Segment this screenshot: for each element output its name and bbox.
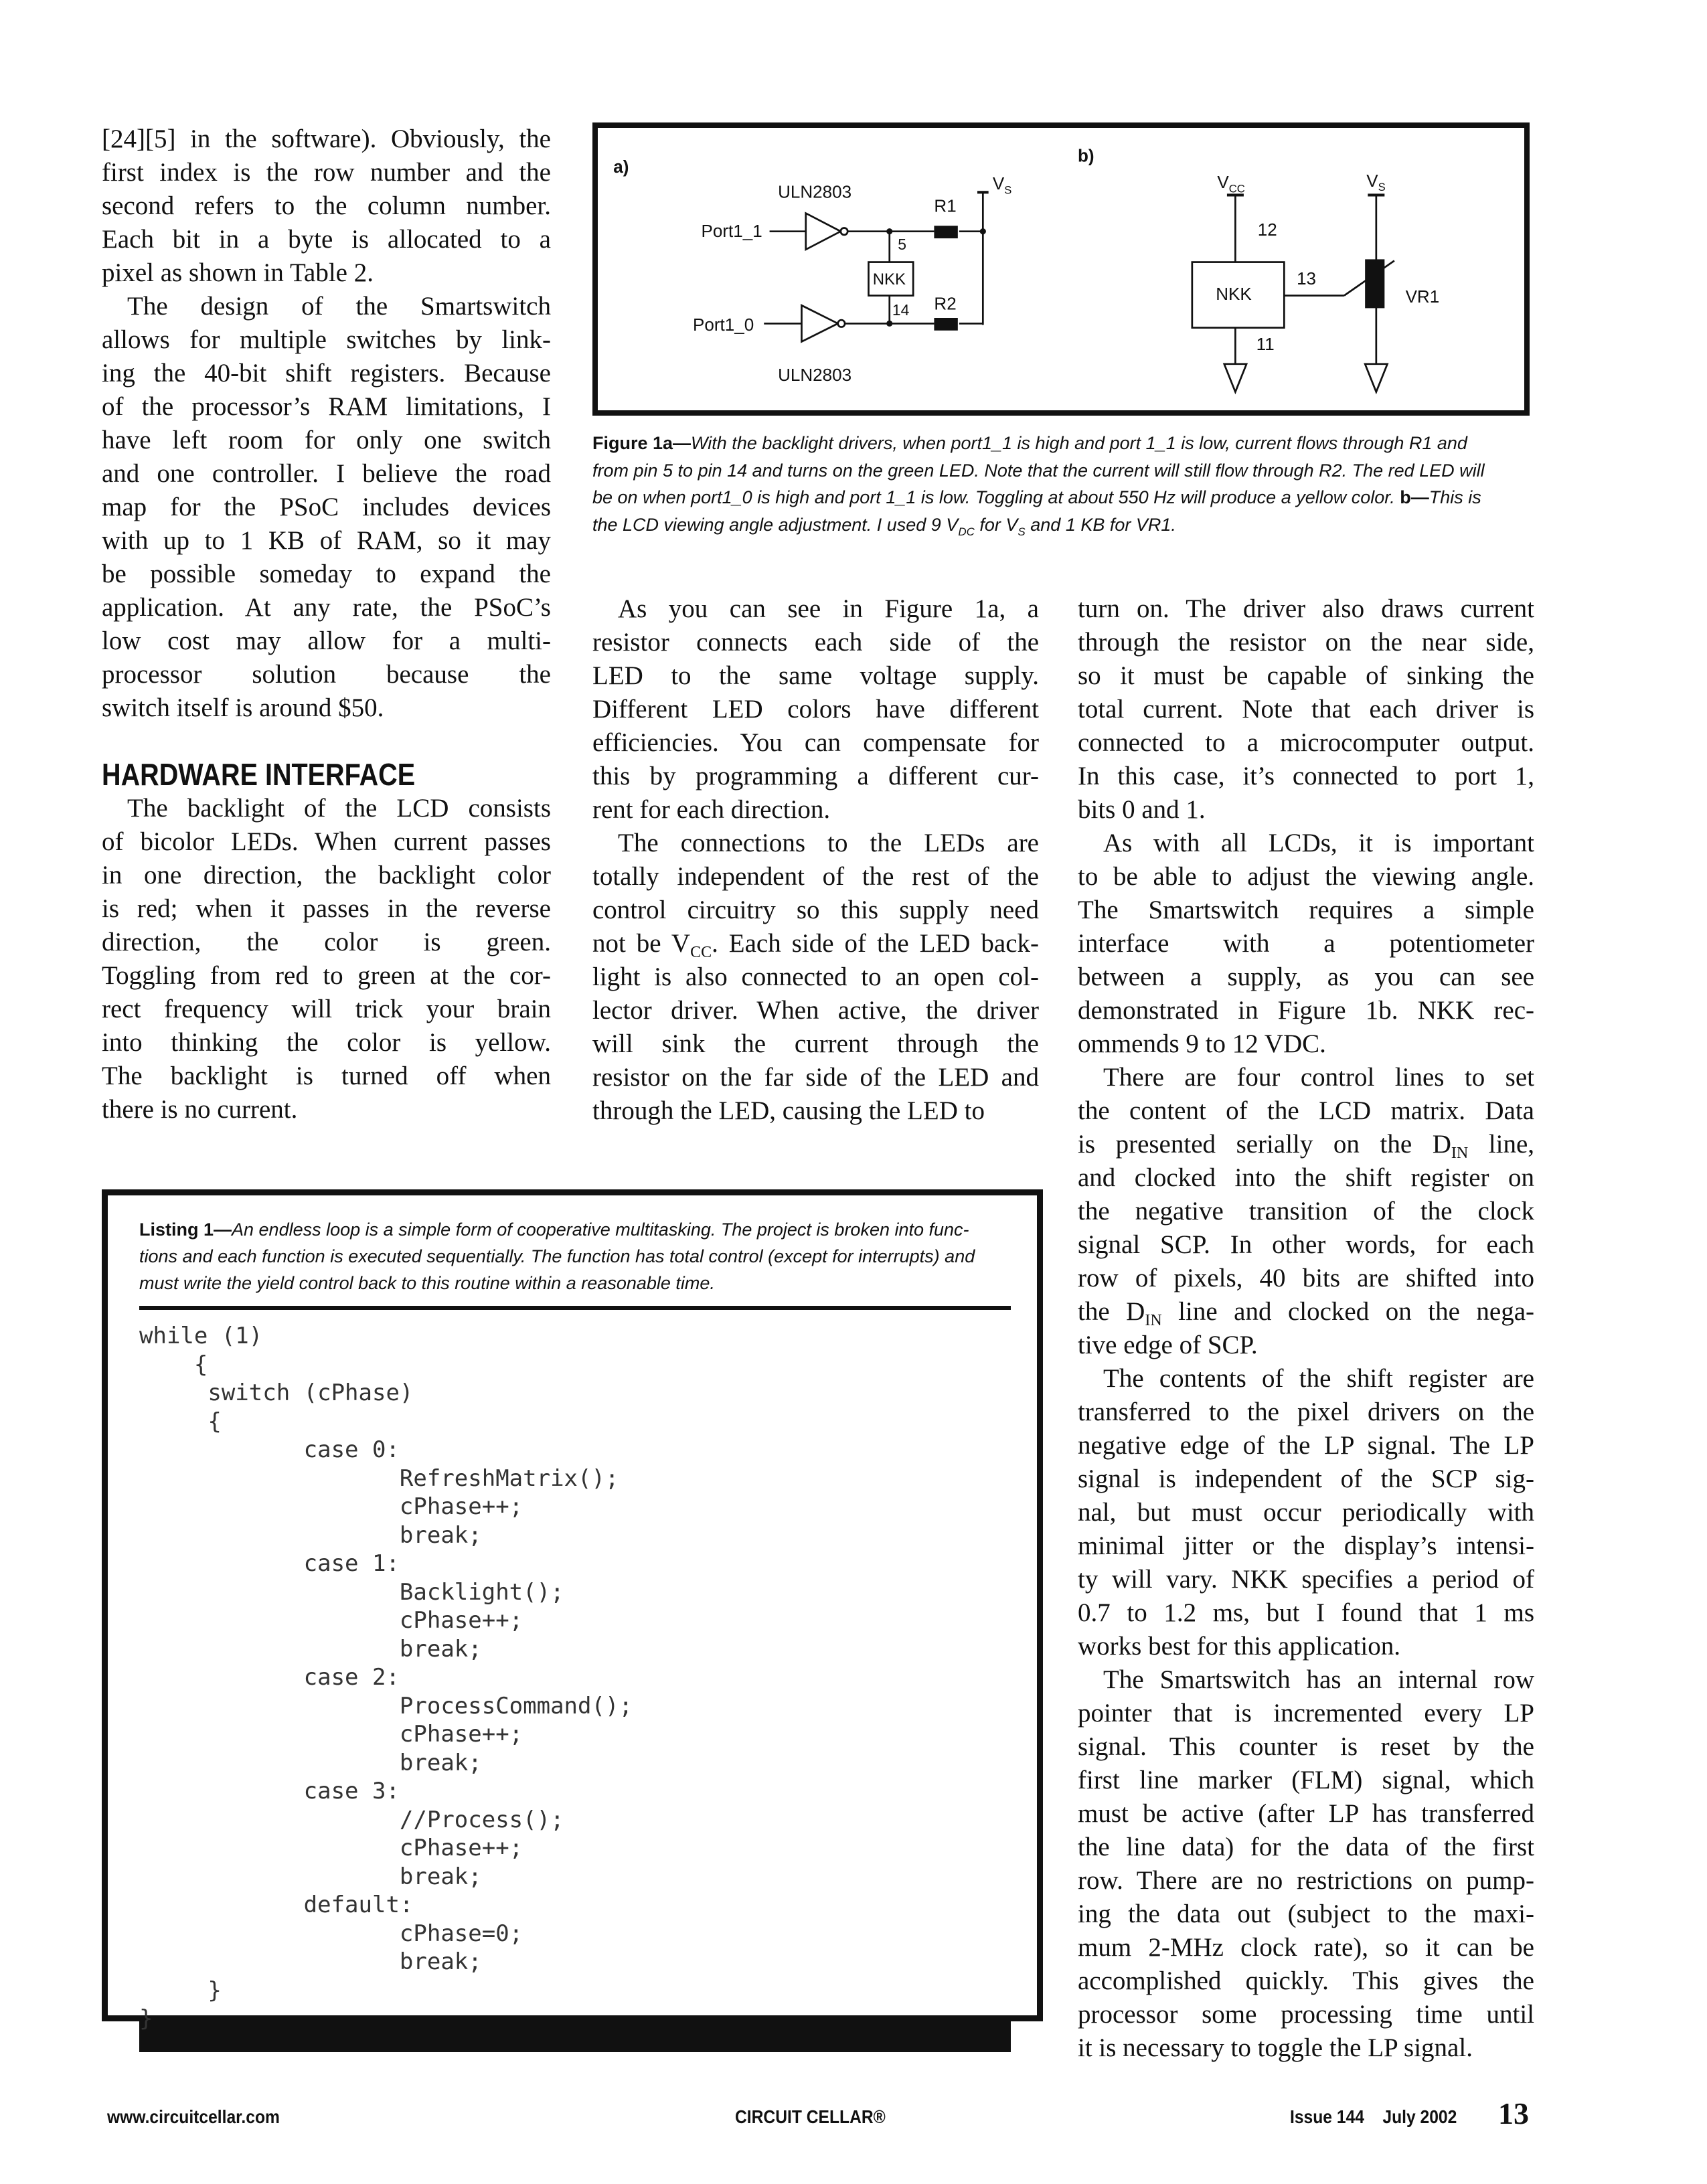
text-line: There are four control lines to set: [1103, 1063, 1534, 1092]
text-line: is presented serially on the $D_{IN}$ line,: [1078, 1130, 1534, 1162]
subscript: IN: [1145, 1312, 1162, 1329]
pin12-label: 12: [1257, 219, 1277, 240]
text-line: efficiencies. You can compensate for: [592, 728, 1039, 757]
vs-label-b: $V_S$: [1366, 170, 1386, 194]
listing-code: while (1) { switch (cPhase) { case 0: RefreshMatrix(); cPhase++; break; case 1: Backlight(); cPhase++; break; case 2: ProcessCommand(); cPhase++; break; case 3: //Process(); cPhase++; break; default: cPhase=0; break; } }: [139, 1323, 633, 2032]
text-line: Each bit in a byte is allocated to a: [102, 225, 551, 254]
text-line: ty will vary. NKK specifies a period of: [1078, 1565, 1534, 1594]
text-line: first index is the row number and the: [102, 158, 551, 187]
text-line: to be able to adjust the viewing angle.: [1078, 862, 1534, 891]
text-line: of bicolor LEDs. When current passes: [102, 827, 551, 856]
caption-text: tions and each function is executed sequentially. The function has total control (except for interrupts) and: [139, 1246, 975, 1266]
r1-label: R1: [934, 195, 957, 216]
text-line: works best for this application.: [1078, 1632, 1400, 1661]
text-line: in one direction, the backlight color: [102, 861, 551, 890]
text-line: lector driver. When active, the driver: [592, 996, 1039, 1025]
text-line: control circuitry so this supply need: [592, 896, 1039, 924]
text-line: ommends 9 to 12 VDC.: [1078, 1029, 1326, 1058]
panel-b-label: b): [1078, 145, 1094, 166]
text-line: processor solution because the: [102, 660, 551, 689]
text-line: pointer that is incremented every LP: [1078, 1699, 1534, 1728]
text-line: 0.7 to 1.2 ms, but I found that 1 ms: [1078, 1598, 1534, 1627]
text-line: The Smartswitch requires a simple: [1078, 896, 1534, 924]
text-line: so it must be capable of sinking the: [1078, 661, 1534, 690]
text-line: As you can see in Figure 1a, a: [618, 594, 1039, 623]
nkk-label-a: NKK: [872, 270, 906, 288]
text-line: have left room for only one switch: [102, 426, 551, 454]
subscript: S: [1018, 525, 1026, 538]
right-column: [1078, 592, 1534, 2065]
text-line: The connections to the LEDs are: [618, 829, 1039, 857]
text-line: there is no current.: [102, 1095, 298, 1124]
issue-date: July 2002: [1382, 2106, 1457, 2127]
listing-label: Listing 1—: [139, 1220, 232, 1240]
section-heading: HARDWARE INTERFACE: [102, 757, 416, 792]
ground-icon: [1224, 364, 1246, 392]
nkk-label-b: NKK: [1216, 283, 1252, 304]
text-line: and one controller. I believe the road: [102, 459, 551, 488]
text-line: minimal jitter or the display’s intensi-: [1078, 1531, 1534, 1560]
text-line: through the LED, causing the LED to: [592, 1096, 985, 1125]
text-line: demonstrated in Figure 1b. NKK rec-: [1078, 996, 1534, 1025]
text-line: row. There are no restrictions on pump-: [1078, 1866, 1534, 1895]
text-line: it is necessary to toggle the LP signal.: [1078, 2033, 1473, 2062]
text-line: resistor on the far side of the LED and: [592, 1063, 1039, 1092]
text-line: the $D_{IN}$ line and clocked on the nega-: [1078, 1297, 1535, 1329]
footer-magazine: CIRCUIT CELLAR®: [735, 2106, 886, 2127]
pin13-label: 13: [1297, 268, 1317, 288]
uln2803-top-label: ULN2803: [778, 181, 852, 202]
text-line: must be active (after LP has transferred: [1078, 1799, 1534, 1828]
text-line: application. At any rate, the PSoC’s: [102, 593, 551, 622]
text-line: processor some processing time until: [1078, 2000, 1534, 2029]
text-line: ing the 40-bit shift registers. Because: [102, 359, 551, 388]
text-line: first line marker (FLM) signal, which: [1078, 1766, 1534, 1794]
text-line: not be $V_{CC}$. Each side of the LED back-: [592, 929, 1039, 961]
caption-text: and 1 KB for VR1.: [1025, 514, 1176, 535]
figure-1-schematic: [592, 122, 1530, 416]
text-line: mum 2-MHz clock rate), so it can be: [1078, 1933, 1534, 1962]
text-line: totally independent of the rest of the: [592, 862, 1039, 891]
text-line: connected to a microcomputer output.: [1078, 728, 1534, 757]
text-line: switch itself is around $50.: [102, 693, 384, 722]
text-line: and clocked into the shift register on: [1078, 1163, 1534, 1192]
caption-text: be on when port1_0 is high and port 1_1 is low. Toggling at about 550 Hz will produce a yellow color.: [592, 487, 1400, 507]
text-line: In this case, it’s connected to port 1,: [1078, 762, 1534, 790]
text-line: accomplished quickly. This gives the: [1078, 1966, 1534, 1995]
caption-text: An endless loop is a simple form of cooperative multitasking. The project is broken into func-: [232, 1220, 969, 1240]
issue-number: Issue 144: [1290, 2106, 1364, 2127]
caption-text: This is: [1429, 487, 1481, 507]
text-line: total current. Note that each driver is: [1078, 695, 1534, 724]
text-line: transferred to the pixel drivers on the: [1078, 1398, 1534, 1426]
text-line: through the resistor on the near side,: [1078, 628, 1534, 657]
text-line: map for the PSoC includes devices: [102, 493, 551, 521]
left-column-top: [102, 122, 551, 725]
text-line: between a supply, as you can see: [1078, 962, 1534, 991]
text-line: rect frequency will trick your brain: [102, 995, 551, 1023]
figure-1-caption: [592, 430, 1543, 538]
vcc-label: $V_{CC}$: [1217, 172, 1245, 195]
figure-b-label: b—: [1400, 487, 1429, 507]
pin11-label: 11: [1256, 333, 1275, 354]
r2-label: R2: [934, 293, 957, 314]
text-line: signal. This counter is reset by the: [1078, 1732, 1534, 1761]
vs-label-a: $V_S$: [992, 173, 1012, 197]
resistor-r1: [934, 226, 957, 238]
text-line: this by programming a different cur-: [592, 762, 1039, 790]
text-line: [24][5] in the software). Obviously, the: [102, 124, 551, 153]
footer-website: www.circuitcellar.com: [107, 2106, 280, 2127]
caption-text: the LCD viewing angle adjustment. I used 9 V: [592, 514, 959, 535]
listing-divider: [139, 1306, 1011, 1310]
text-line: signal is independent of the SCP sig-: [1078, 1464, 1534, 1493]
text-line: interface with a potentiometer: [1078, 929, 1534, 958]
footer-issue: [1290, 2105, 1457, 2129]
figure-label: Figure 1a—: [592, 433, 692, 453]
text-line: tive edge of SCP.: [1078, 1331, 1258, 1359]
text-line: rent for each direction.: [592, 795, 831, 824]
text-line: As with all LCDs, it is important: [1103, 829, 1534, 857]
text-line: be possible someday to expand the: [102, 560, 551, 588]
page-number: 13: [1498, 2096, 1529, 2130]
pin5-label: 5: [898, 235, 906, 253]
text-line: the line data) for the data of the first: [1078, 1833, 1534, 1861]
text-line: the negative transition of the clock: [1078, 1197, 1534, 1226]
inverter-top: [806, 214, 841, 250]
text-line: allows for multiple switches by link-: [102, 325, 551, 354]
text-line: direction, the color is green.: [102, 928, 551, 956]
potentiometer-vr1: [1365, 259, 1384, 308]
listing-1-caption: [139, 1216, 1016, 1296]
middle-column: [592, 592, 1039, 1128]
text-line: The backlight of the LCD consists: [127, 794, 551, 823]
inverter-bottom: [802, 305, 838, 341]
text-line: row of pixels, 40 bits are shifted into: [1078, 1264, 1534, 1292]
text-line: into thinking the color is yellow.: [102, 1028, 551, 1057]
text-line: signal SCP. In other words, for each: [1078, 1230, 1534, 1259]
text-line: of the processor’s RAM limitations, I: [102, 392, 551, 421]
pin14-label: 14: [892, 301, 910, 319]
text-line: pixel as shown in Table 2.: [102, 258, 374, 287]
text-line: turn on. The driver also draws current: [1078, 594, 1534, 623]
text-line: The Smartswitch has an internal row: [1103, 1665, 1534, 1694]
resistor-r2: [934, 318, 957, 331]
text-line: ing the data out (subject to the maxi-: [1078, 1900, 1534, 1928]
text-line: bits 0 and 1.: [1078, 795, 1206, 824]
subscript: DC: [958, 525, 975, 538]
uln2803-bottom-label: ULN2803: [778, 364, 852, 385]
text-line: light is also connected to an open col-: [592, 962, 1039, 991]
caption-text: must write the yield control back to this routine within a reasonable time.: [139, 1273, 715, 1293]
text-line: nal, but must occur periodically with: [1078, 1498, 1534, 1527]
caption-text: from pin 5 to pin 14 and turns on the green LED. Note that the current will still flow through R2. The red LED will: [592, 460, 1485, 481]
subscript: CC: [690, 944, 712, 961]
text-line: the content of the LCD matrix. Data: [1078, 1096, 1534, 1125]
panel-a-label: a): [613, 157, 629, 177]
text-line: low cost may allow for a multi-: [102, 626, 551, 655]
text-line: will sink the current through the: [592, 1029, 1039, 1058]
subscript: IN: [1451, 1145, 1469, 1162]
text-line: The backlight is turned off when: [102, 1062, 551, 1090]
text-line: The contents of the shift register are: [1103, 1364, 1534, 1393]
text-line: Toggling from red to green at the cor-: [102, 961, 551, 990]
caption-text: With the backlight drivers, when port1_1 is high and port 1_1 is low, current flows through R1 and: [691, 433, 1467, 453]
text-line: negative edge of the LP signal. The LP: [1078, 1431, 1534, 1460]
text-line: The design of the Smartswitch: [127, 292, 551, 321]
text-line: is red; when it passes in the reverse: [102, 894, 551, 923]
caption-text: for V: [974, 514, 1018, 535]
port1-1-label: Port1_1: [701, 221, 762, 242]
left-column-bottom: [102, 792, 551, 1126]
text-line: Different LED colors have different: [592, 695, 1039, 724]
text-line: with up to 1 KB of RAM, so it may: [102, 526, 551, 555]
ground-icon: [1365, 364, 1387, 392]
text-line: resistor connects each side of the: [592, 628, 1039, 657]
text-line: second refers to the column number.: [102, 191, 551, 220]
text-line: LED to the same voltage supply.: [592, 661, 1039, 690]
port1-0-label: Port1_0: [693, 314, 754, 335]
vr1-label: VR1: [1405, 286, 1440, 307]
